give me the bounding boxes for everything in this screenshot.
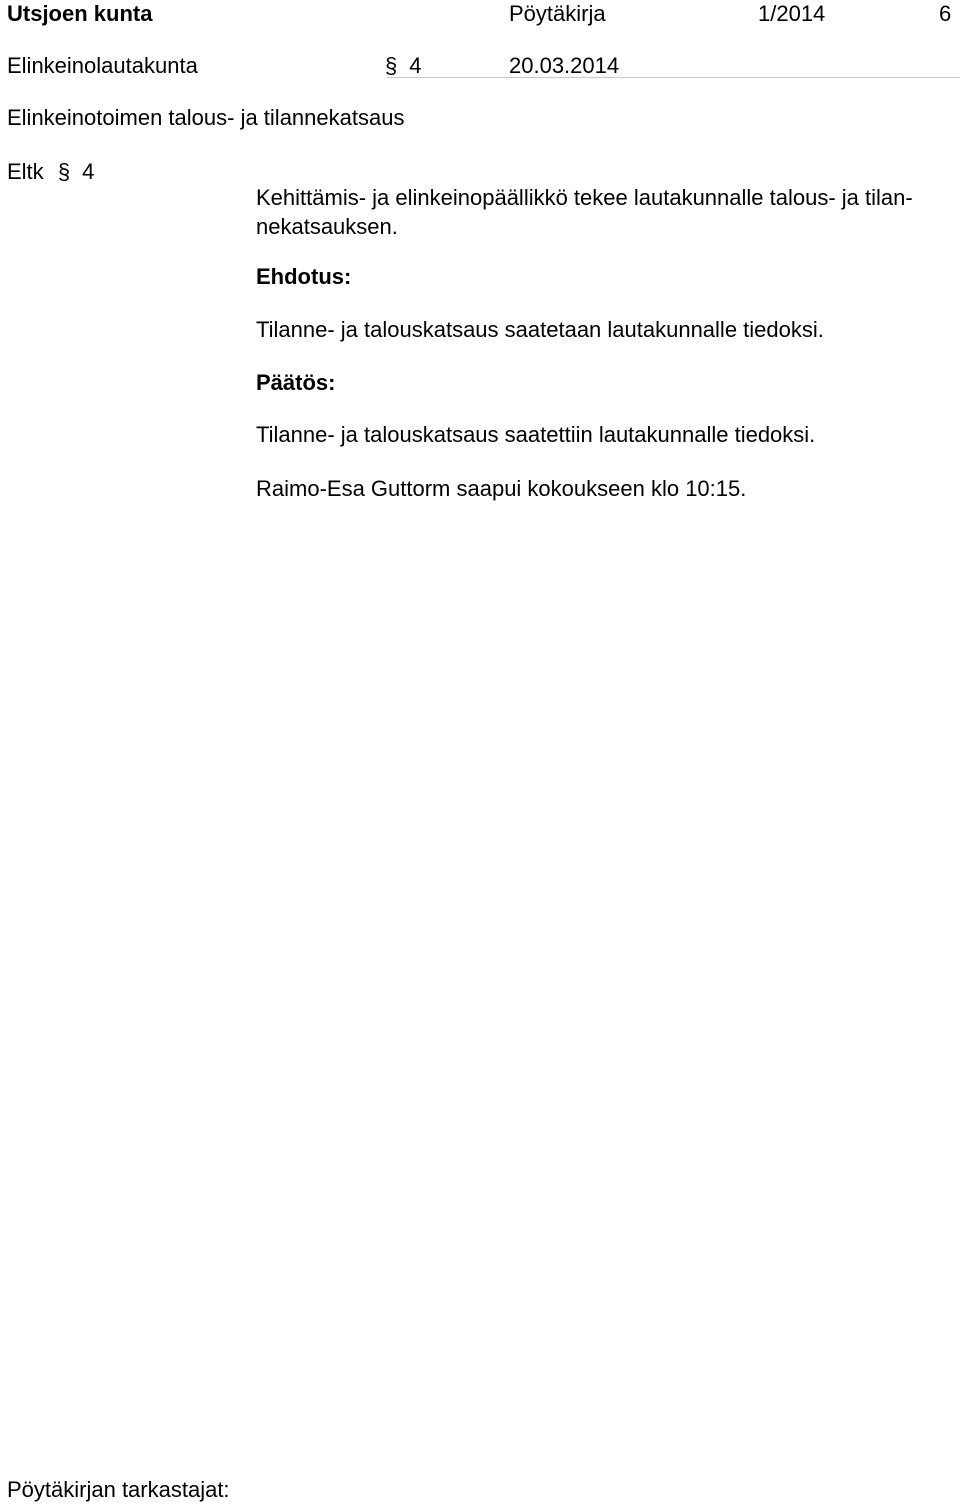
item-reference-symbol: § [57, 159, 71, 184]
proposal-text: Tilanne- ja talouskatsaus saatetaan lautakunnalle tiedoksi. [256, 317, 824, 342]
item-title: Elinkeinotoimen talous- ja tilannekatsaus [7, 105, 405, 130]
reviewers-label: Pöytäkirjan tarkastajat: [7, 1477, 230, 1502]
section-symbol: § [385, 53, 398, 78]
decision-text: Tilanne- ja talouskatsaus saatettiin lautakunnalle tiedoksi. [256, 422, 816, 447]
municipality-name: Utsjoen kunta [7, 1, 153, 26]
section-number: 4 [409, 53, 422, 78]
header-divider [387, 77, 960, 78]
item-reference-number: 4 [82, 159, 95, 184]
header-section [385, 55, 422, 77]
page-number: 6 [939, 1, 952, 26]
item-reference-label: Eltk [7, 159, 44, 184]
attendance-note: Raimo-Esa Guttorm saapui kokoukseen klo 10:15. [256, 476, 747, 501]
decision-heading: Päätös: [256, 370, 336, 395]
item-reference [7, 161, 94, 183]
document-type: Pöytäkirja [509, 1, 606, 26]
meeting-date: 20.03.2014 [509, 53, 620, 78]
document-number: 1/2014 [758, 1, 826, 26]
proposal-heading: Ehdotus: [256, 264, 352, 289]
committee-name: Elinkeinolautakunta [7, 53, 198, 78]
intro-paragraph: Kehittämis- ja elinkeinopäällikkö tekee lautakunnalle talous- ja tilan-nekatsauksen. [256, 185, 913, 239]
